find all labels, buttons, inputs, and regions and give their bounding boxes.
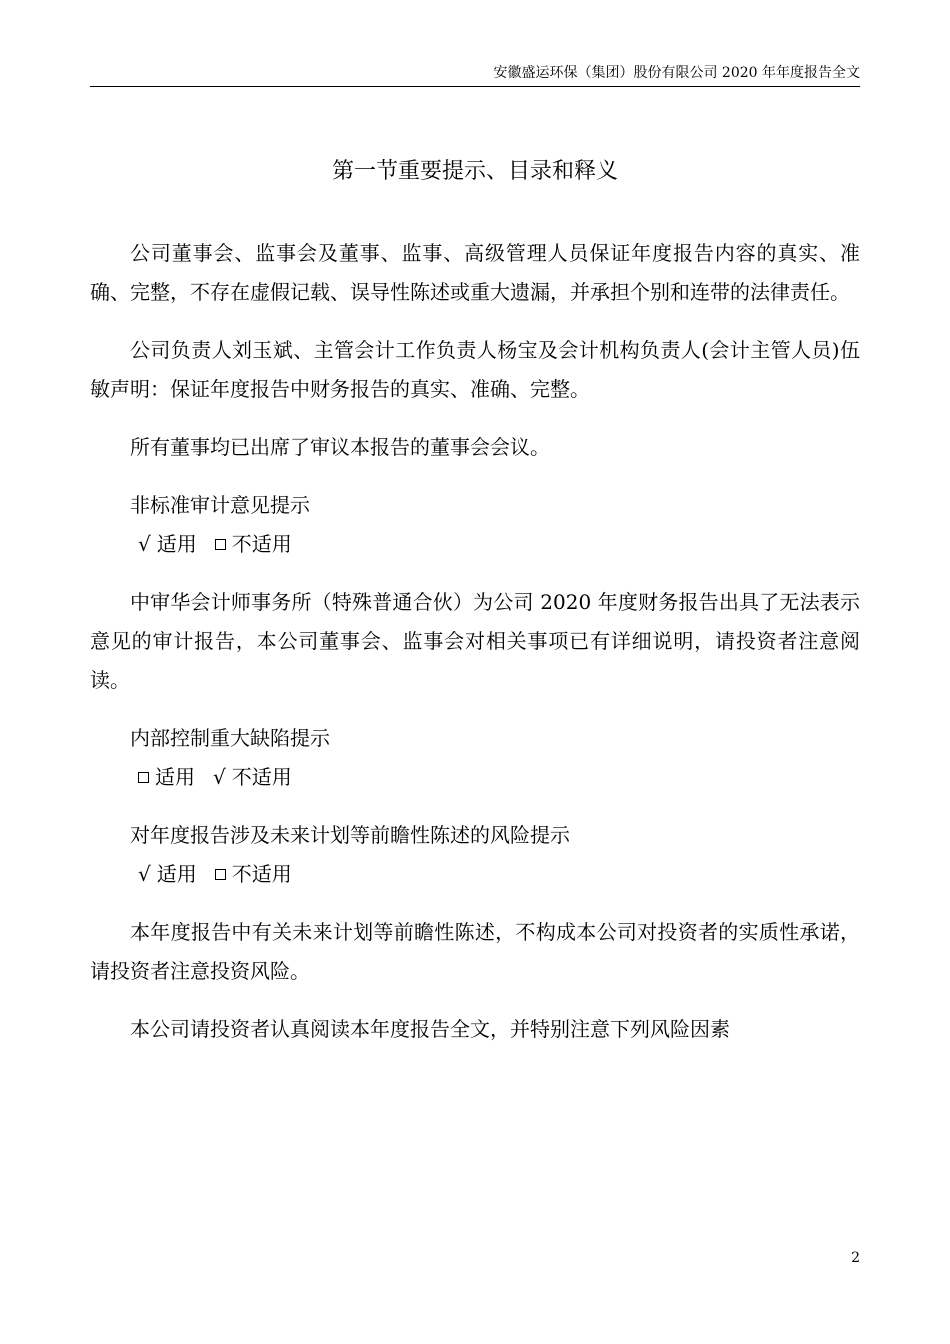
option-not-applicable-label: 不适用 bbox=[231, 532, 292, 556]
check-mark: √ bbox=[213, 765, 226, 789]
option-applicable-label: 适用 bbox=[156, 532, 197, 556]
option-applicable-label: 适用 bbox=[155, 765, 195, 789]
option-row-audit bbox=[90, 525, 860, 564]
paragraph-attendance: 所有董事均已出席了审议本报告的董事会会议。 bbox=[130, 435, 550, 459]
section-title: 第一节重要提示、目录和释义 bbox=[331, 159, 618, 184]
option-row-internal-control bbox=[90, 758, 860, 797]
paragraph-risk-factors: 本公司请投资者认真阅读本年度报告全文，并特别注意下列风险因素 bbox=[130, 1017, 730, 1041]
document-body bbox=[90, 234, 860, 1049]
paragraph-declaration: 公司负责人刘玉斌、主管会计工作负责人杨宝及会计机构负责人(会计主管人员)伍敏声明：保证年度报告中财务报告的真实、准确、完整。 bbox=[90, 338, 860, 401]
option-not-applicable-label: 不适用 bbox=[231, 765, 292, 789]
heading-nonstandard-audit: 非标准审计意见提示 bbox=[130, 493, 310, 517]
page-number: 2 bbox=[851, 1250, 860, 1266]
option-row-forward-looking bbox=[90, 855, 860, 894]
heading-forward-looking: 对年度报告涉及未来计划等前瞻性陈述的风险提示 bbox=[130, 823, 570, 847]
running-header: 安徽盛运环保（集团）股份有限公司 2020 年年度报告全文 bbox=[493, 65, 860, 81]
paragraph-forward-looking: 本年度报告中有关未来计划等前瞻性陈述，不构成本公司对投资者的实质性承诺，请投资者注意投资风险。 bbox=[90, 920, 860, 983]
empty-checkbox-icon bbox=[215, 539, 226, 550]
heading-internal-control: 内部控制重大缺陷提示 bbox=[130, 726, 330, 750]
option-applicable-label: 适用 bbox=[156, 862, 197, 886]
empty-checkbox-icon bbox=[138, 772, 149, 783]
empty-checkbox-icon bbox=[215, 869, 226, 880]
option-not-applicable-label: 不适用 bbox=[231, 862, 292, 886]
paragraph-responsibility: 公司董事会、监事会及董事、监事、高级管理人员保证年度报告内容的真实、准确、完整，不存在虚假记载、误导性陈述或重大遗漏，并承担个别和连带的法律责任。 bbox=[90, 241, 860, 304]
check-mark: √ bbox=[138, 532, 151, 556]
header-rule bbox=[90, 86, 860, 87]
check-mark: √ bbox=[138, 862, 151, 886]
paragraph-audit-opinion: 中审华会计师事务所（特殊普通合伙）为公司 2020 年度财务报告出具了无法表示意见的审计报告，本公司董事会、监事会对相关事项已有详细说明，请投资者注意阅读。 bbox=[90, 590, 860, 692]
